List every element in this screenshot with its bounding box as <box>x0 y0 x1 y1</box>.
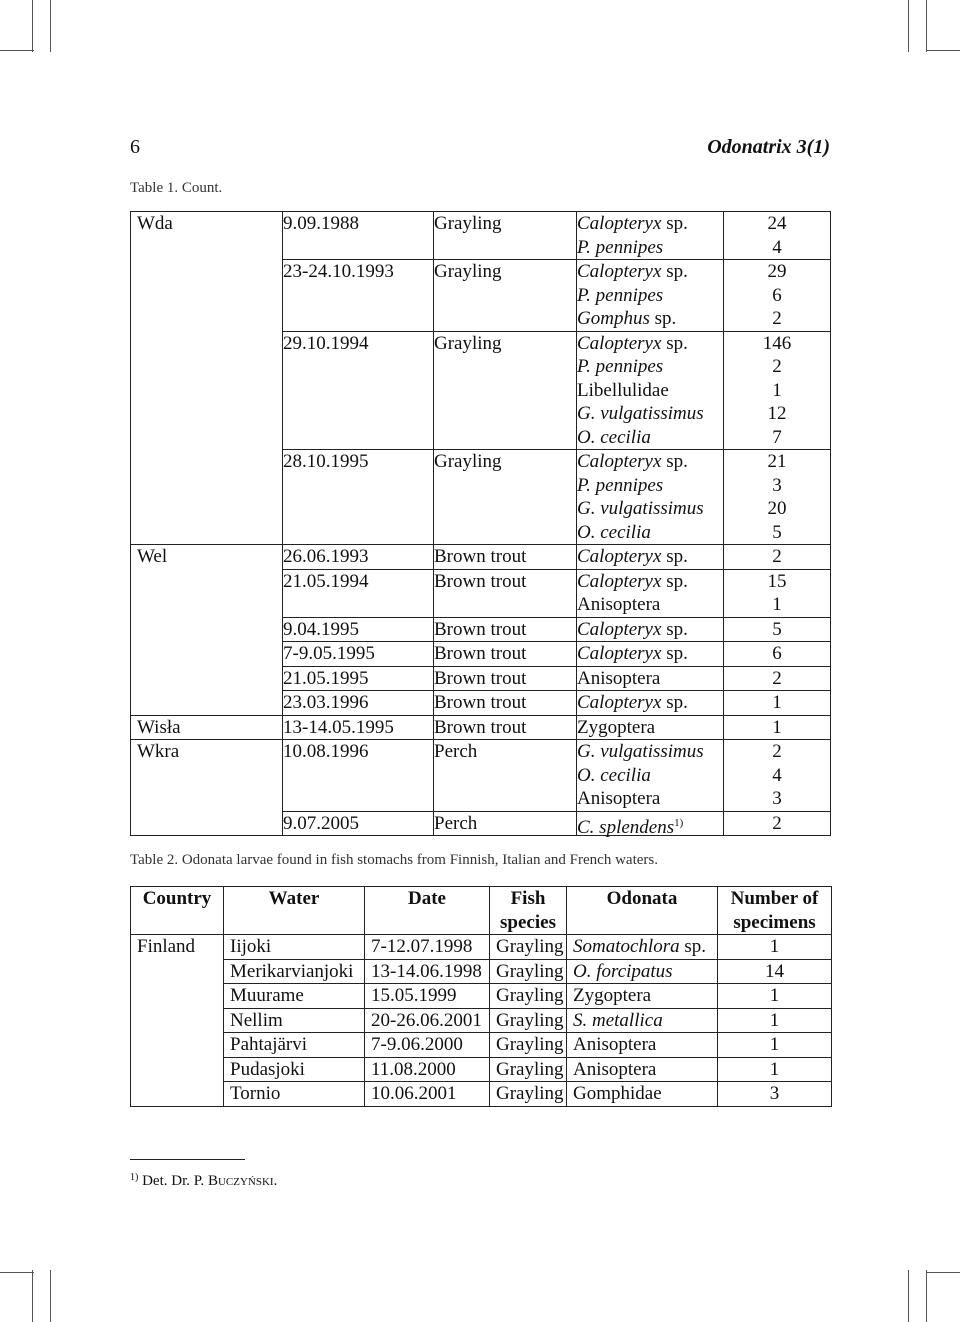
river-cell <box>131 666 283 691</box>
table-row <box>131 1033 832 1058</box>
river-cell: Wkra <box>131 740 283 812</box>
fish-cell: Grayling <box>490 1082 567 1107</box>
taxon-name: P. pennipes <box>577 474 664 496</box>
water-cell: Pahtajärvi <box>224 1033 365 1058</box>
crop-mark <box>926 50 960 51</box>
crop-mark <box>908 1270 909 1322</box>
table-row <box>131 545 831 570</box>
odonata-cell: Calopteryx sp. P. pennipes Libellulidae G. vulgatissimus O. cecilia <box>577 331 724 450</box>
date-cell: 21.05.1995 <box>283 666 434 691</box>
date-cell: 26.06.1993 <box>283 545 434 570</box>
crop-mark <box>0 50 34 51</box>
count-cell: 1 <box>718 1008 832 1033</box>
river-cell: Wel <box>131 545 283 570</box>
fish-cell: Brown trout <box>434 715 577 740</box>
fish-cell: Brown trout <box>434 569 577 617</box>
count-cell: 3 <box>718 1082 832 1107</box>
table-row <box>131 1008 832 1033</box>
table-2 <box>130 886 832 1107</box>
table2-header-row <box>131 887 832 935</box>
page-number: 6 <box>130 136 140 158</box>
water-cell: Merikarvianjoki <box>224 959 365 984</box>
count-cell: 2 <box>724 545 831 570</box>
count-cell: 146 2 1 12 7 <box>724 331 831 450</box>
river-cell: Wda <box>131 212 283 260</box>
table-row <box>131 617 831 642</box>
header-water: Water <box>224 887 365 935</box>
date-cell: 7-12.07.1998 <box>365 935 490 960</box>
river-cell <box>131 260 283 332</box>
date-cell: 23-24.10.1993 <box>283 260 434 332</box>
crop-mark <box>50 1270 51 1322</box>
table-row <box>131 1057 832 1082</box>
taxon-name: Calopteryx <box>577 570 662 592</box>
fish-cell: Grayling <box>490 1008 567 1033</box>
taxon-name: Calopteryx <box>577 332 662 354</box>
crop-mark <box>926 1272 960 1273</box>
count-cell: 2 4 3 <box>724 740 831 812</box>
fish-cell: Brown trout <box>434 617 577 642</box>
date-cell: 10.06.2001 <box>365 1082 490 1107</box>
date-cell: 21.05.1994 <box>283 569 434 617</box>
table-row <box>131 260 831 332</box>
header-date: Date <box>365 887 490 935</box>
odonata-cell: Calopteryx sp. Anisoptera <box>577 569 724 617</box>
taxon-name: O. cecilia <box>577 521 651 543</box>
footnote <box>130 1172 277 1190</box>
odonata-cell: S. metallica <box>567 1008 718 1033</box>
river-cell <box>131 450 283 545</box>
date-cell: 10.08.1996 <box>283 740 434 812</box>
crop-mark <box>926 1270 927 1322</box>
table-row <box>131 331 831 450</box>
taxon-name: P. pennipes <box>577 236 664 258</box>
river-cell <box>131 569 283 617</box>
fish-cell: Perch <box>434 811 577 836</box>
odonata-cell: Anisoptera <box>567 1033 718 1058</box>
fish-cell: Grayling <box>434 450 577 545</box>
taxon-name: P. pennipes <box>577 356 664 377</box>
count-cell: 1 <box>718 1057 832 1082</box>
table-row <box>131 811 831 836</box>
table-row <box>131 715 831 740</box>
table-row <box>131 642 831 667</box>
table-row <box>131 935 832 960</box>
table1-caption: Table 1. Count. <box>130 180 223 196</box>
odonata-cell: Anisoptera <box>567 1057 718 1082</box>
table-row <box>131 1082 832 1107</box>
table-row <box>131 569 831 617</box>
journal-title: Odonatrix 3(1) <box>707 136 830 158</box>
table-row <box>131 740 831 812</box>
fish-cell: Brown trout <box>434 642 577 667</box>
water-cell: Muurame <box>224 984 365 1009</box>
footnote-text: Det. Dr. P. <box>142 1173 208 1189</box>
count-cell: 14 <box>718 959 832 984</box>
header-odonata: Odonata <box>567 887 718 935</box>
date-cell: 15.05.1999 <box>365 984 490 1009</box>
odonata-cell <box>577 811 724 836</box>
count-cell: 1 <box>724 691 831 716</box>
count-cell: 29 6 2 <box>724 260 831 332</box>
header-country: Country <box>131 887 224 935</box>
river-cell: Wisła <box>131 715 283 740</box>
header-number-of-specimens: Number of specimens <box>718 887 832 935</box>
odonata-cell: Calopteryx sp. <box>577 642 724 667</box>
date-cell: 7-9.06.2000 <box>365 1033 490 1058</box>
date-cell: 23.03.1996 <box>283 691 434 716</box>
taxon-name: G. vulgatissimus <box>577 498 704 519</box>
date-cell: 7-9.05.1995 <box>283 642 434 667</box>
river-cell <box>131 691 283 716</box>
country-cell: Finland <box>131 935 224 1107</box>
date-cell: 9.07.2005 <box>283 811 434 836</box>
river-cell <box>131 617 283 642</box>
date-cell: 9.09.1988 <box>283 212 434 260</box>
odonata-cell: G. vulgatissimus O. cecilia Anisoptera <box>577 740 724 812</box>
table-1 <box>130 211 831 836</box>
date-cell: 29.10.1994 <box>283 331 434 450</box>
fish-cell: Grayling <box>490 935 567 960</box>
table-row <box>131 666 831 691</box>
odonata-cell: Calopteryx sp. P. pennipes G. vulgatissimus O. cecilia <box>577 450 724 545</box>
taxon-name: Calopteryx <box>577 546 662 567</box>
taxon-name: Calopteryx <box>577 643 662 664</box>
river-cell <box>131 642 283 667</box>
fish-cell: Brown trout <box>434 545 577 570</box>
odonata-cell: Zygoptera <box>567 984 718 1009</box>
count-cell: 2 <box>724 811 831 836</box>
fish-cell: Brown trout <box>434 666 577 691</box>
count-cell: 21 3 20 5 <box>724 450 831 545</box>
odonata-cell: Calopteryx sp. P. pennipes <box>577 212 724 260</box>
fish-cell: Grayling <box>490 1057 567 1082</box>
odonata-cell: O. forcipatus <box>567 959 718 984</box>
fish-cell: Grayling <box>434 212 577 260</box>
footnote-end: . <box>273 1173 278 1189</box>
crop-mark <box>0 1272 34 1273</box>
odonata-cell: Anisoptera <box>577 666 724 691</box>
count-cell: 1 <box>718 935 832 960</box>
date-cell: 13-14.05.1995 <box>283 715 434 740</box>
fish-cell: Grayling <box>490 1033 567 1058</box>
taxon-name: O. cecilia <box>577 764 651 786</box>
date-cell: 9.04.1995 <box>283 617 434 642</box>
crop-mark <box>50 0 51 52</box>
river-cell <box>131 811 283 836</box>
taxon-name: Calopteryx <box>577 692 662 713</box>
odonata-cell: Calopteryx sp. <box>577 545 724 570</box>
count-cell: 1 <box>718 984 832 1009</box>
taxon-name: O. cecilia <box>577 426 651 448</box>
odonata-cell: Calopteryx sp. P. pennipes Gomphus sp. <box>577 260 724 332</box>
count-cell: 1 <box>724 715 831 740</box>
crop-mark <box>908 0 909 52</box>
taxon-name: Calopteryx <box>577 618 662 640</box>
fish-cell: Brown trout <box>434 691 577 716</box>
table-row <box>131 984 832 1009</box>
count-cell: 24 4 <box>724 212 831 260</box>
taxon-name: Gomphus <box>577 308 650 329</box>
footnote-ref: 1) <box>674 816 684 829</box>
water-cell: Tornio <box>224 1082 365 1107</box>
footnote-rule <box>130 1159 245 1160</box>
table-row <box>131 959 832 984</box>
taxon-name: G. vulgatissimus <box>577 741 704 762</box>
water-cell: Iijoki <box>224 935 365 960</box>
taxon-name: C. splendens <box>577 816 675 838</box>
footnote-marker: 1) <box>130 1172 139 1183</box>
odonata-cell: Somatochlora sp. <box>567 935 718 960</box>
taxon-name: G. vulgatissimus <box>577 403 704 424</box>
fish-cell: Grayling <box>490 984 567 1009</box>
date-cell: 28.10.1995 <box>283 450 434 545</box>
taxon-name: P. pennipes <box>577 284 664 306</box>
count-cell: 1 <box>718 1033 832 1058</box>
footnote-author: Buczyński <box>207 1173 274 1189</box>
crop-mark <box>926 0 927 52</box>
crop-mark <box>32 0 33 52</box>
count-cell: 6 <box>724 642 831 667</box>
table-row <box>131 691 831 716</box>
taxon-name: Calopteryx <box>577 451 662 472</box>
crop-mark <box>32 1270 33 1322</box>
table2-caption: Table 2. Odonata larvae found in fish stomachs from Finnish, Italian and French waters. <box>130 852 658 868</box>
odonata-cell: Zygoptera <box>577 715 724 740</box>
date-cell: 20-26.06.2001 <box>365 1008 490 1033</box>
count-cell: 15 1 <box>724 569 831 617</box>
taxon-name: Calopteryx <box>577 261 662 282</box>
header-fish-species: Fish species <box>490 887 567 935</box>
river-cell <box>131 331 283 450</box>
table-row <box>131 450 831 545</box>
water-cell: Pudasjoki <box>224 1057 365 1082</box>
table-row <box>131 212 831 260</box>
taxon-name: Calopteryx <box>577 213 662 234</box>
odonata-cell: Calopteryx sp. <box>577 691 724 716</box>
date-cell: 13-14.06.1998 <box>365 959 490 984</box>
fish-cell: Grayling <box>434 331 577 450</box>
fish-cell: Grayling <box>490 959 567 984</box>
odonata-cell: Gomphidae <box>567 1082 718 1107</box>
odonata-cell: Calopteryx sp. <box>577 617 724 642</box>
date-cell: 11.08.2000 <box>365 1057 490 1082</box>
water-cell: Nellim <box>224 1008 365 1033</box>
fish-cell: Grayling <box>434 260 577 332</box>
fish-cell: Perch <box>434 740 577 812</box>
count-cell: 2 <box>724 666 831 691</box>
count-cell: 5 <box>724 617 831 642</box>
